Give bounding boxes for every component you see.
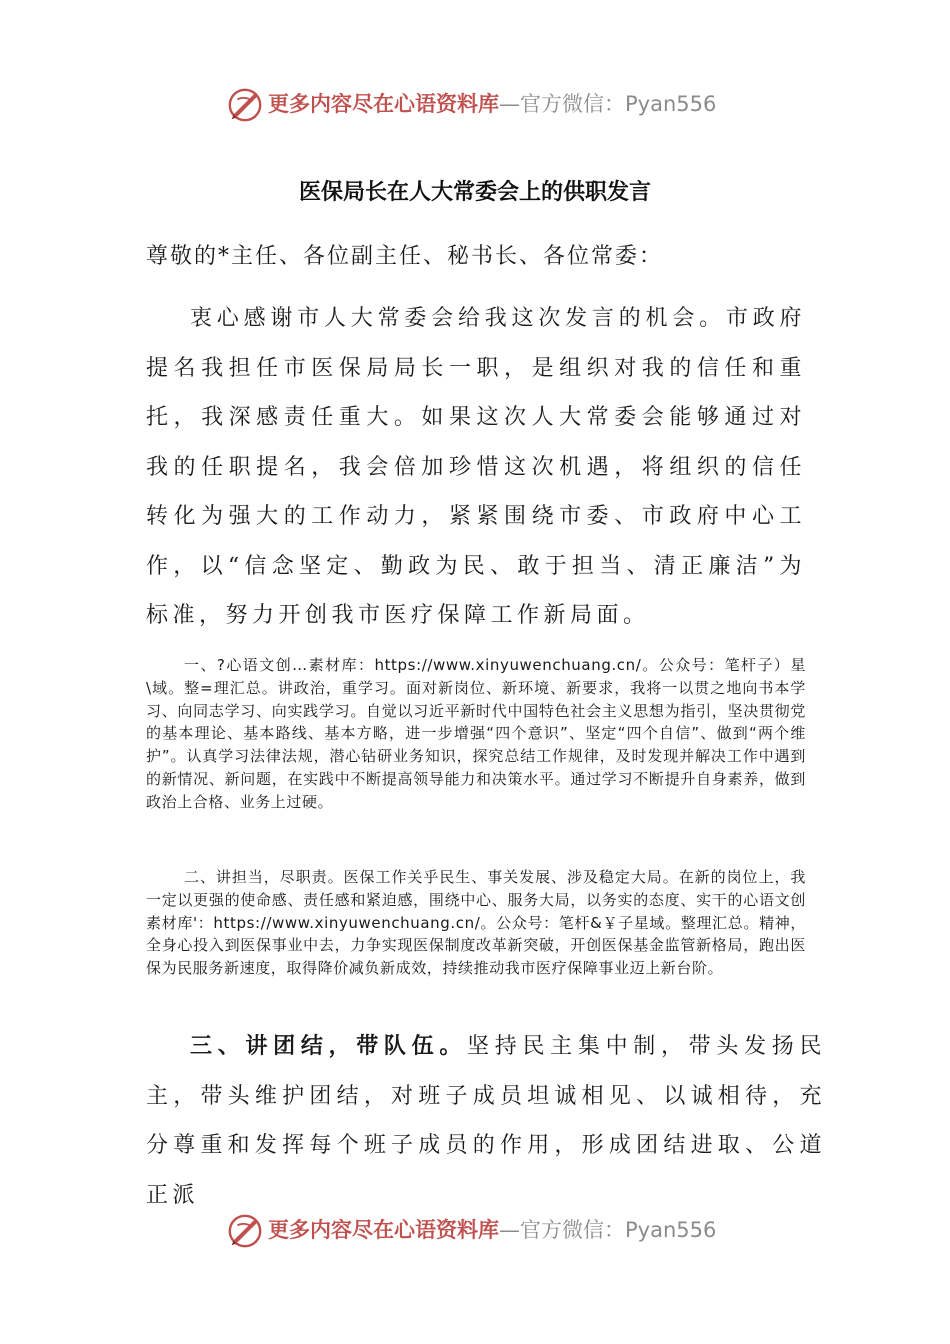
watermark-banner-bottom	[0, 1208, 950, 1252]
paragraph-section-3	[146, 1022, 826, 1220]
document-title: 医保局长在人大常委会上的供职发言	[298, 180, 651, 205]
paragraph-intro: 衷心感谢市人大常委会给我这次发言的机会。市政府提名我担任市医保局局长一职，是组织对我的信任和重托，我深感责任重大。如果这次人大常委会能够通过对我的任职提名，我会倍加珍惜这次机遇，将组织的信任转化为强大的工作动力，紧紧围绕市委、市政府中心工作，以“信念坚定、勤政为民、敢于担当、清正廉洁”为标准，努力开创我市医疗保障工作新局面。	[146, 306, 806, 628]
watermark-main-text: 更多内容尽在心语资料库	[268, 1218, 499, 1242]
paragraph-section-2: 二、讲担当，尽职责。医保工作关乎民生、事关发展、涉及稳定大局。在新的岗位上，我一定以更强的使命感、责任感和紧迫感，围绕中心、服务大局，以务实的态度、实干的心语文创素材库'：https://www.xinyuwenchuang.cn/。公众号：笔杆&￥子星域。整理汇总。精神，全身心投入到医保事业中去，力争实现医保制度改革新突破，开创医保基金监管新格局，跑出医保为民服务新速度，取得降价减负新成效，持续推动我市医疗保障事业迈上新台阶。	[146, 868, 806, 978]
watermark-main-text: 更多内容尽在心语资料库	[268, 92, 499, 116]
watermark-text	[268, 1217, 716, 1243]
salutation: 尊敬的*主任、各位副主任、秘书长、各位常委：	[146, 244, 664, 269]
pen-logo-icon	[226, 1212, 264, 1250]
watermark-contact-text: —官方微信：Pyan556	[499, 92, 717, 116]
paragraph-section-1: 一、?心语文创…素材库：https://www.xinyuwenchuang.cn/。公众号：笔杆子）星\域。整=理汇总。讲政治，重学习。面对新岗位、新环境、新要求，我将一以贯之地向书本学习、向同志学习、向实践学习。自觉以习近平新时代中国特色社会主义思想为指引，坚决贯彻党的基本理论、基本路线、基本方略，进一步增强“四个意识”、坚定“四个自信”、做到“两个维护”。认真学习法律法规，潜心钻研业务知识，探究总结工作规律，及时发现并解决工作中遇到的新情况、新问题，在实践中不断提高领导能力和决策水平。通过学习不断提升自身素养，做到政治上合格、业务上过硬。	[146, 656, 806, 811]
section-3-heading: 三、讲团结，带队伍。	[190, 1033, 468, 1059]
watermark-text	[268, 91, 716, 117]
watermark-banner-top	[0, 82, 950, 126]
section-3-body: 坚持民主集中制，带头发扬民主，带头维护团结，对班子成员坦诚相见、以诚相待，充分尊重和发挥每个班子成员的作用，形成团结进取、公道正派	[146, 1034, 826, 1208]
pen-logo-icon	[226, 86, 264, 124]
watermark-contact-text: —官方微信：Pyan556	[499, 1218, 717, 1242]
